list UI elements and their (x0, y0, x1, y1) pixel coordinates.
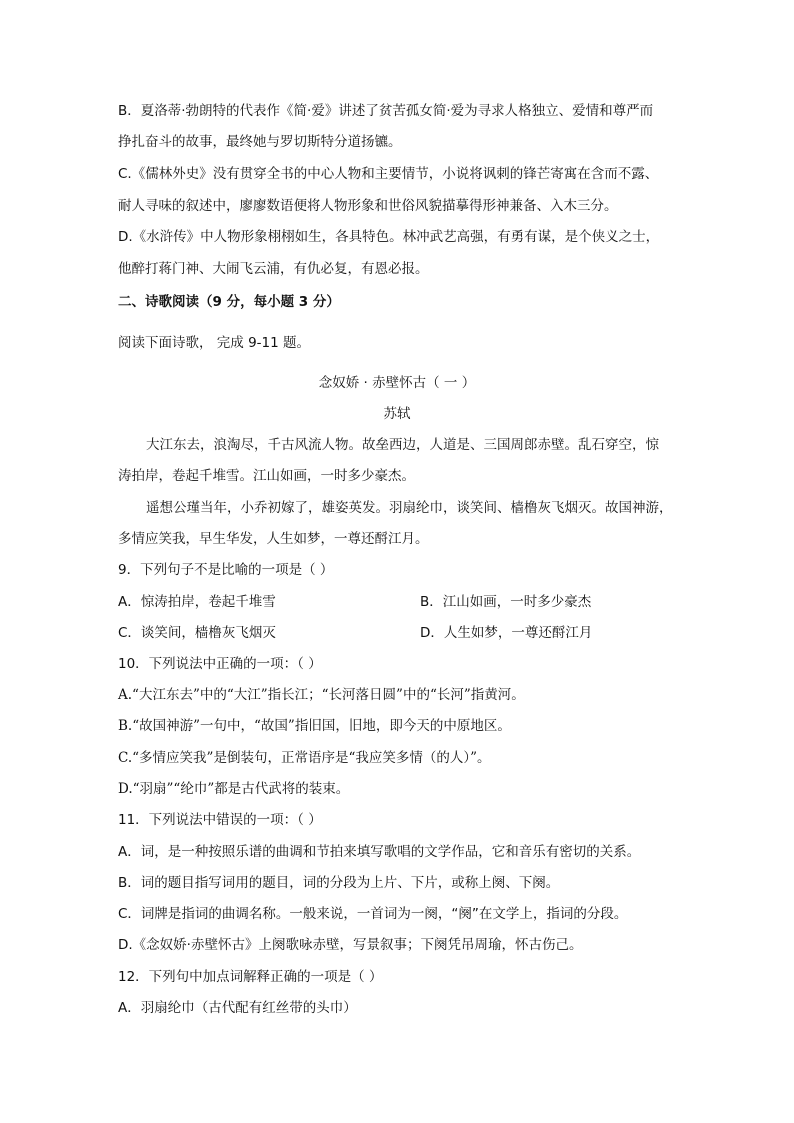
section-instruction: 阅读下面诗歌， 完成 9-11 题。 (118, 335, 311, 351)
poem-author: 苏轼 (383, 406, 411, 422)
poem-paragraph-1-line-2: 涛拍岸，卷起千堆雪。江山如画，一时多少豪杰。 (118, 468, 415, 484)
question-10-option-c: C.“多情应笑我”是倒装句，正常语序是“我应笑多情（的人）”。 (118, 750, 491, 766)
question-10-option-a: A.“大江东去”中的“大江”指长江；“长河落日圆”中的“长河”指黄河。 (118, 687, 525, 703)
question-9-option-a: A．惊涛拍岸，卷起千堆雪 (118, 594, 276, 610)
poem-title: 念奴娇 · 赤壁怀古（ 一 ） (318, 375, 476, 391)
question-12-option-a: A．羽扇纶巾（古代配有红丝带的头巾） (118, 1000, 357, 1016)
question-11-option-c: C．词牌是指词的曲调名称。一般来说，一首词为一阕，“阕”在文学上，指词的分段。 (118, 906, 628, 922)
question-9-option-b: B．江山如画，一时多少豪杰 (420, 594, 592, 610)
poem-paragraph-1-line-1: 大江东去，浪淘尽，千古风流人物。故垒西边，人道是、三国周郎赤壁。乱石穿空，惊 (146, 437, 659, 453)
question-11-option-d: D.《念奴娇·赤壁怀古》上阕歌咏赤壁，写景叙事；下阕凭吊周瑜，怀古伤己。 (118, 937, 583, 953)
question-10-option-d: D.“羽扇”“纶巾”都是古代武将的装束。 (118, 781, 350, 797)
question-11-option-a: A．词，是一种按照乐谱的曲调和节拍来填写歌唱的文学作品，它和音乐有密切的关系。 (118, 844, 641, 860)
poem-paragraph-2-line-1: 遥想公瑾当年，小乔初嫁了，雄姿英发。羽扇纶巾，谈笑间、樯橹灰飞烟灭。故国神游， (146, 500, 673, 516)
question-10-option-b: B.“故国神游”一句中，“故国”指旧国，旧地，即今天的中原地区。 (118, 718, 511, 734)
option-d-line-2: 他醉打蒋门神、大闹飞云浦，有仇必复，有恩必报。 (118, 261, 429, 277)
option-d-line-1: D.《水浒传》中人物形象栩栩如生，各具特色。林冲武艺高强，有勇有谋，是个侠义之士， (118, 229, 660, 245)
question-9-option-d: D．人生如梦，一尊还酹江月 (420, 625, 593, 641)
option-b-line-1: B．夏洛蒂·勃朗特的代表作《简·爱》讲述了贫苦孤女简·爱为寻求人格独立、爱情和尊严而 (118, 103, 654, 119)
question-9-stem: 9．下列句子不是比喻的一项是（ ） (118, 562, 334, 578)
question-10-stem: 10．下列说法中正确的一项：（ ） (118, 656, 322, 672)
question-11-stem: 11．下列说法中错误的一项：（ ） (118, 812, 322, 828)
poem-paragraph-2-line-2: 多情应笑我，早生华发，人生如梦，一尊还酹江月。 (118, 531, 429, 547)
option-b-line-2: 挣扎奋斗的故事，最终她与罗切斯特分道扬镳。 (118, 134, 402, 150)
section-heading: 二、诗歌阅读（9 分，每小题 3 分） (118, 294, 340, 310)
question-12-stem: 12．下列句中加点词解释正确的一项是（ ） (118, 969, 383, 985)
option-c-line-2: 耐人寻味的叙述中，廖廖数语便将人物形象和世俗风貌描摹得形神兼备、入木三分。 (118, 198, 618, 214)
option-c-line-1: C.《儒林外史》没有贯穿全书的中心人物和主要情节，小说将讽刺的锋芒寄寓在含而不露、 (118, 166, 659, 182)
question-11-option-b: B．词的题目指写词用的题目，词的分段为上片、下片，或称上阕、下阕。 (118, 875, 560, 891)
question-9-option-c: C．谈笑间，樯橹灰飞烟灭 (118, 625, 276, 641)
